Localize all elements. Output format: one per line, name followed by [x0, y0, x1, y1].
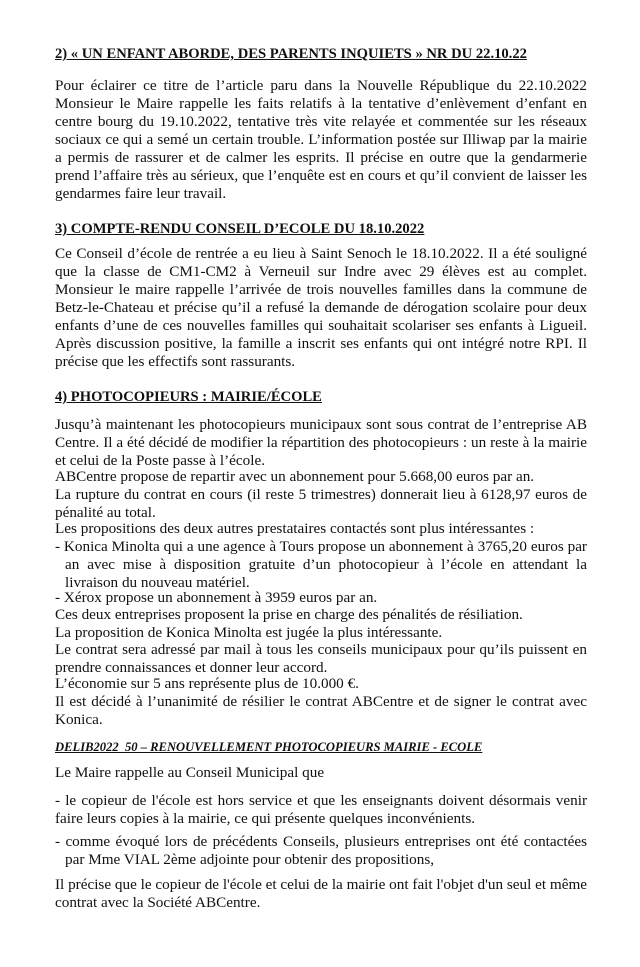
section-4-heading: 4) PHOTOCOPIEURS : MAIRIE/ÉCOLE	[55, 389, 322, 405]
section-4-paragraph-10: L’économie sur 5 ans représente plus de 10.000 €.	[55, 675, 359, 692]
delib-item-2: - comme évoqué lors de précédents Conseils, plusieurs entreprises ont été contactées par Mme VIAL 2ème adjointe pour obtenir des propositions,	[55, 833, 587, 868]
section-4-paragraph-4: Les propositions des deux autres prestataires contactés sont plus intéressantes :	[55, 520, 535, 537]
section-4-paragraph-3: La rupture du contrat en cours (il reste 5 trimestres) donnerait lieu à 6128,97 euros de pénalité au total.	[55, 486, 587, 521]
section-4-paragraph-9: Le contrat sera adressé par mail à tous les conseils municipaux pour qu’ils puissent en prendre connaissances et donner leur accord.	[55, 641, 587, 676]
delib-intro: Le Maire rappelle au Conseil Municipal que	[55, 764, 325, 781]
section-2-body: Pour éclairer ce titre de l’article paru dans la Nouvelle République du 22.10.2022 Monsieur le Maire rappelle les faits relatifs à la tentative d’enlèvement d’enfant en centre bourg du 19.10.2022, tentative très vite relayée et commentée sur les réseaux sociaux ce qui a semé un certain trouble. L’information postée sur Illiwap par la mairie a permis de rassurer et de calmer les esprits. Il précise en outre que la gendarmerie prend l’affaire très au sérieux, que l’enquête est en cours et qu’il convient de laisser les gendarmes faire leur travail.	[55, 77, 587, 202]
section-3-body: Ce Conseil d’école de rentrée a eu lieu à Saint Senoch le 18.10.2022. Il a été souligné que la classe de CM1-CM2 à Verneuil sur Indre avec 29 élèves est au complet. Monsieur le maire rappelle l’arrivée de trois nouvelles familles dans la commune de Betz-le-Chateau et précise qu’il a refusé la demande de dérogation scolaire pour deux enfants d’une de ces nouvelles familles qui souhaitait scolariser ses enfants à Ligueil. Après discussion positive, la famille a inscrit ses enfants qui ont intégré notre RPI. Il précise que les effectifs sont rassurants.	[55, 245, 587, 370]
section-4-paragraph-2: ABCentre propose de repartir avec un abonnement pour 5.668,00 euros par an.	[55, 468, 535, 485]
delib-heading: DELIB2022_50 – RENOUVELLEMENT PHOTOCOPIEURS MAIRIE - ECOLE	[55, 740, 483, 754]
section-4-konica-item: - Konica Minolta qui a une agence à Tours propose un abonnement à 3765,20 euros par an avec mise à disposition gratuite d’un photocopieur à l’école en attendant la livraison du nouveau matériel.	[55, 538, 587, 591]
section-4-paragraph-8: La proposition de Konica Minolta est jugée la plus intéressante.	[55, 624, 443, 641]
section-3-heading: 3) COMPTE-RENDU CONSEIL D’ECOLE DU 18.10.2022	[55, 221, 425, 237]
section-4-paragraph-11: Il est décidé à l’unanimité de résilier le contrat ABCentre et de signer le contrat avec Konica.	[55, 693, 587, 728]
section-4-paragraph-7: Ces deux entreprises proposent la prise en charge des pénalités de résiliation.	[55, 606, 523, 623]
section-4-xerox-item: - Xérox propose un abonnement à 3959 euros par an.	[55, 589, 378, 606]
section-4-paragraph-1: Jusqu’à maintenant les photocopieurs municipaux sont sous contrat de l’entreprise AB Centre. Il a été décidé de modifier la répartition des photocopieurs : un reste à la mairie et celui de la Poste passe à l’école.	[55, 416, 587, 469]
section-2-heading: 2) « UN ENFANT ABORDE, DES PARENTS INQUIETS » NR DU 22.10.22	[55, 46, 527, 62]
delib-item-1: - le copieur de l'école est hors service et que les enseignants doivent désormais venir faire leurs copies à la mairie, ce qui présente quelques inconvénients.	[55, 792, 587, 827]
delib-closing: Il précise que le copieur de l'école et celui de la mairie ont fait l'objet d'un seul et même contrat avec la Société ABCentre.	[55, 876, 587, 911]
